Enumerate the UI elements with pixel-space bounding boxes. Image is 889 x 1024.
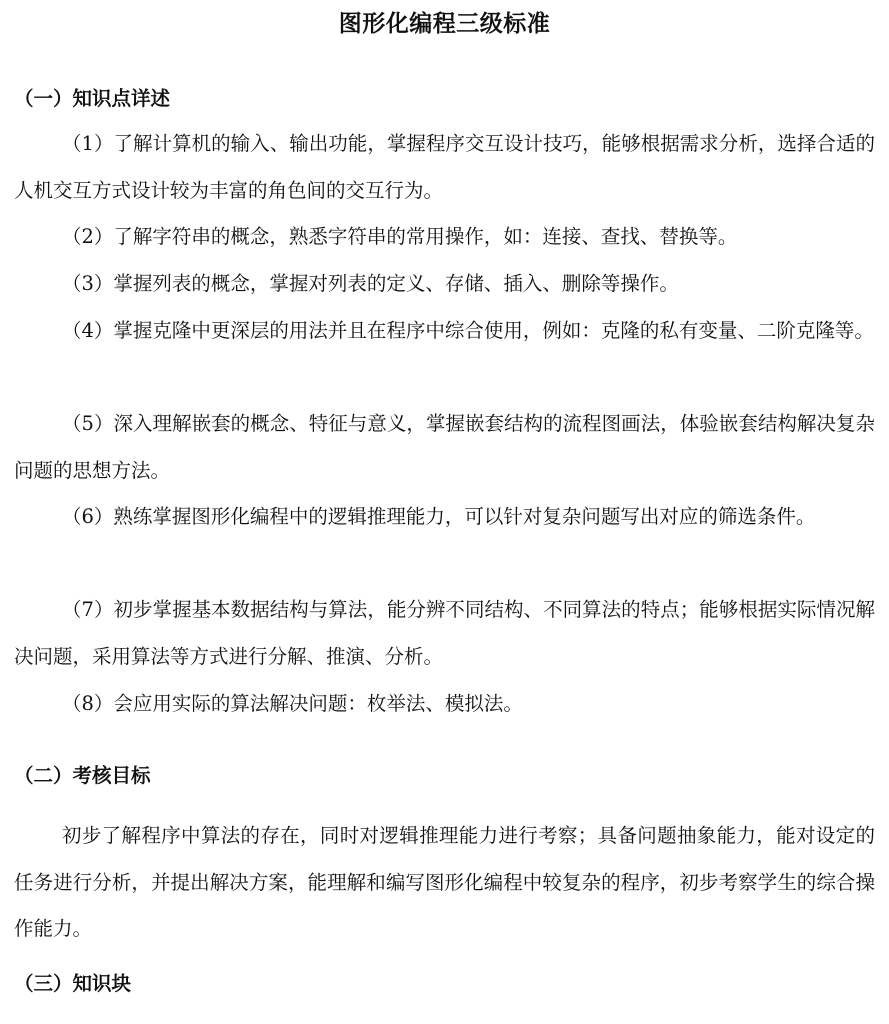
section-heading-assessment-goals: （二）考核目标	[14, 764, 151, 787]
knowledge-item-3: （3）掌握列表的概念，掌握对列表的定义、存储、插入、删除等操作。	[62, 272, 679, 295]
assessment-goals-text: 初步了解程序中算法的存在，同时对逻辑推理能力进行考察；具备问题抽象能力，能对设定的任务进行分析，并提出解决方案，能理解和编写图形化编程中较复杂的程序，初步考察学生的综合操作能力。	[14, 824, 875, 940]
knowledge-item-5: （5）深入理解嵌套的概念、特征与意义，掌握嵌套结构的流程图画法，体验嵌套结构解决复杂问题的思想方法。	[14, 412, 875, 482]
section-heading-knowledge-points: （一）知识点详述	[14, 87, 171, 110]
knowledge-item-8: （8）会应用实际的算法解决问题：枚举法、模拟法。	[62, 692, 523, 715]
knowledge-item-4: （4）掌握克隆中更深层的用法并且在程序中综合使用，例如：克隆的私有变量、二阶克隆等。	[62, 319, 874, 342]
knowledge-item-7: （7）初步掌握基本数据结构与算法，能分辨不同结构、不同算法的特点；能够根据实际情况解决问题，采用算法等方式进行分解、推演、分析。	[14, 598, 875, 668]
knowledge-item-2: （2）了解字符串的概念，熟悉字符串的常用操作，如：连接、查找、替换等。	[62, 225, 738, 248]
section-heading-knowledge-blocks: （三）知识块	[14, 972, 132, 995]
knowledge-item-6: （6）熟练掌握图形化编程中的逻辑推理能力，可以针对复杂问题写出对应的筛选条件。	[62, 505, 816, 528]
knowledge-item-1: （1）了解计算机的输入、输出功能，掌握程序交互设计技巧，能够根据需求分析，选择合适的人机交互方式设计较为丰富的角色间的交互行为。	[14, 132, 875, 202]
document-title: 图形化编程三级标准	[338, 11, 551, 37]
